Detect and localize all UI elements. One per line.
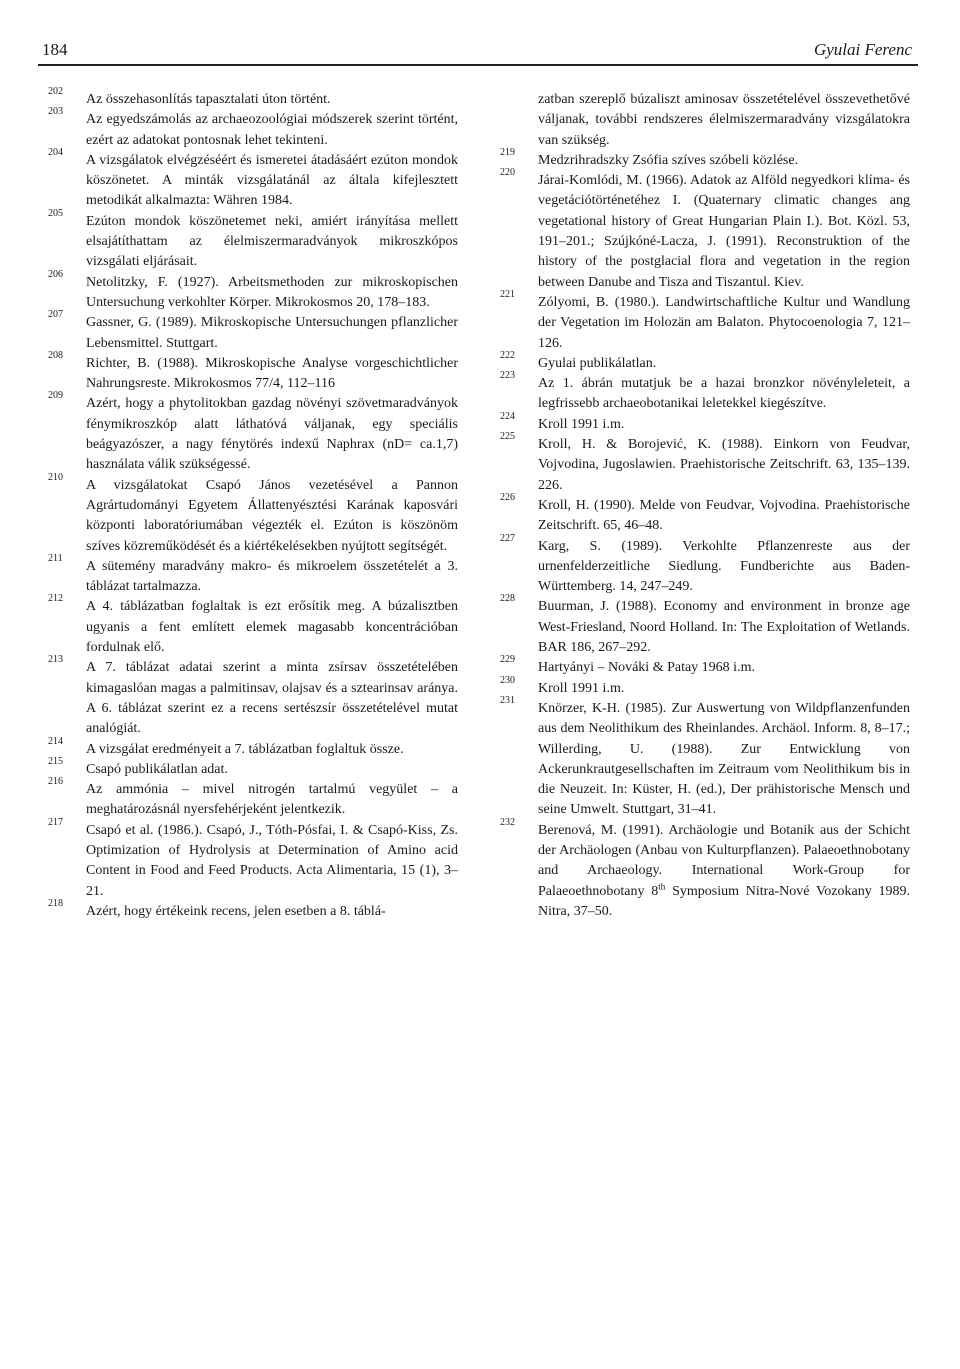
- footnote: [500, 491, 910, 537]
- footnote: [500, 370, 910, 415]
- footnote-text: A 7. táblázat adatai szerint a minta zsírsav összetételében kimagaslóan magas a palmitinsav, olajsav és a sztearinsav aránya. A 6. táblázat szerint ez a recens sertészsír összetételével mutat analógiát.: [86, 660, 458, 737]
- footnote-text: Hartyányi – Nováki & Patay 1968 i.m.: [538, 660, 755, 676]
- footnote-number: 214: [48, 735, 63, 747]
- footnote: [500, 674, 910, 699]
- footnote: [48, 471, 458, 557]
- footnote-text: Gyulai publikálatlan.: [538, 355, 657, 371]
- footnote-text: Symposium Nitra-Nové Vozokany 1989. Nitra, 37–50.: [538, 883, 910, 919]
- footnote-continuation: zatban szereplő búzaliszt aminosav összetételével összevethetővé váljanak, további rendszeres élelmiszermaradvány vizsgálatokra van szükség.: [538, 92, 910, 148]
- footnote-number: 210: [48, 471, 63, 483]
- footnote-text: Gassner, G. (1989). Mikroskopische Untersuchungen pflanzlicher Lebensmittel. Stuttgart.: [86, 315, 458, 351]
- footnote-number: 226: [500, 491, 515, 503]
- footnote: [48, 146, 458, 212]
- footnote: [500, 349, 910, 374]
- footnote-number: 224: [500, 410, 515, 422]
- footnote-text: Járai-Komlódi, M. (1966). Adatok az Alföld negyedkori klíma- és vegetációtörténetéhez I. (Quaternary climatic changes ang vegetational history of Great Hungarian Plain I.). Bot. Közl. 53, 191–201.; Szújkóné-Lacza, J. (1991). Reconstruktion of the history of the postglacial flora and vegetation in the region between Danube and Tisza and Tiszantul. Kiev.: [538, 173, 910, 290]
- footnote-number: 221: [500, 288, 515, 300]
- footnote: [48, 755, 458, 780]
- footnote-text: Azért, hogy értékeink recens, jelen esetben a 8. táblá-: [86, 903, 386, 919]
- footnote-number: 222: [500, 349, 515, 361]
- footnote-text: A vizsgálatok elvégzéséért és ismeretei átadásáért ezúton mondok köszönetet. A minták vizsgálatánál az általa kifejlesztett metodikát alkalmazta: Währen 1984.: [86, 152, 458, 209]
- footnote-text: Az egyedszámolás az archaeozoológiai módszerek szerint történt, ezért az adatokat pontosnak lehet tekinteni.: [86, 112, 458, 148]
- footnote-text: Zólyomi, B. (1980.). Landwirtschaftliche Kultur und Wandlung der Vegetation im Holozän am Balaton. Phytocoenologia 7, 121–126.: [538, 294, 910, 351]
- footnote-text: Az ammónia – mivel nitrogén tartalmú vegyület – a meghatározásnál nyersfehérjeként jelentkezik.: [86, 782, 458, 818]
- footnote-text: Richter, B. (1988). Mikroskopische Analyse vorgeschichtlicher Nahrungsreste. Mikrokosmos 77/4, 112–116: [86, 355, 458, 392]
- footnote: [48, 309, 458, 354]
- footnote: [500, 532, 910, 598]
- page-number: 184: [42, 40, 68, 59]
- superscript: th: [658, 880, 666, 891]
- footnote-number: 203: [48, 106, 63, 118]
- footnote-text: A vizsgálatokat Csapó János vezetésével a Pannon Agrártudományi Egyetem Állattenyésztési Karának kaposvári központi laboratóriumában végezték el. Ezúton is köszönöm szíves közreműködését és a kiértékelésekben nyújtott segítségét.: [86, 477, 458, 554]
- footnote: [48, 897, 458, 922]
- right-column: [500, 90, 910, 922]
- footnote-number: 205: [48, 207, 63, 219]
- footnote: [48, 593, 458, 658]
- footnote-text: Csapó et al. (1986.). Csapó, J., Tóth-Pósfai, I. & Csapó-Kiss, Zs. Optimization of Hydrolysis at Determination of Amino acid Content in Food and Feed Products. Acta Alimentaria, 15 (1), 3–21.: [86, 822, 458, 899]
- footnote: [500, 431, 910, 496]
- footnote: [48, 86, 458, 110]
- footnote-number: 206: [48, 268, 63, 280]
- footnote: [48, 552, 458, 598]
- footnote-number: 230: [500, 674, 515, 686]
- footnote-number: 227: [500, 532, 515, 544]
- footnote-text: Ezúton mondok köszönetemet neki, amiért irányítása mellett elsajátíthattam az élelmiszermaradványok mikroszkópos vizsgálati eljárásait.: [86, 213, 458, 270]
- footnote-text: Csapó publikálatlan adat.: [86, 761, 228, 777]
- footnote-text: A sütemény maradvány makro- és mikroelem összetételét a 3. táblázat tartalmazza.: [86, 558, 458, 595]
- footnote-number: 207: [48, 309, 63, 321]
- footnote: [500, 410, 910, 435]
- footnote: [500, 816, 910, 922]
- footnote: [48, 268, 458, 314]
- footnote: [48, 390, 458, 475]
- footnote-number: 202: [48, 86, 63, 97]
- footnote-number: 231: [500, 694, 515, 706]
- footnote-text: A vizsgálat eredményeit a 7. táblázatban foglaltuk össze.: [86, 741, 404, 757]
- footnote-number: 232: [500, 816, 515, 828]
- footnote-text: Kroll 1991 i.m.: [538, 680, 625, 696]
- footnote-number: 223: [500, 370, 515, 382]
- footnote: [500, 694, 910, 821]
- footnote-number: 204: [48, 146, 63, 158]
- left-column: [48, 86, 458, 922]
- footnote-number: 212: [48, 593, 63, 605]
- footnote-number: 225: [500, 431, 515, 443]
- footnote-text: Kroll 1991 i.m.: [538, 416, 625, 432]
- footnote-text: Karg, S. (1989). Verkohlte Pflanzenreste aus der urnenfelderzeitliche Siedlung. Fundberichte aus Baden-Württemberg. 14, 247–249.: [538, 538, 910, 595]
- footnote-number: 218: [48, 897, 63, 909]
- footnote-number: 215: [48, 755, 63, 767]
- footnote-number: 213: [48, 654, 63, 666]
- footnote-text: Netolitzky, F. (1927). Arbeitsmethoden zur mikroskopischen Untersuchung verkohlter Körper. Mikrokosmos 20, 178–183.: [86, 274, 458, 310]
- footnote-number: 220: [500, 167, 515, 179]
- footnote-number: 219: [500, 146, 515, 158]
- footnote-text: Kroll, H. & Borojević, K. (1988). Einkorn von Feudvar, Vojvodina, Jugoslawien. Praehistorische Zeitschrift. 63, 135–139. 226.: [538, 437, 910, 493]
- footnote-number: 216: [48, 776, 63, 788]
- footnote-text: A 4. táblázatban foglaltak is ezt erősítik meg. A búzalisztben ugyanis a fent említett elemek magasabb koncentrációban fordulnak elő.: [86, 599, 458, 656]
- footnote-number: 228: [500, 593, 515, 605]
- footnote: [48, 776, 458, 821]
- footnote-number: 217: [48, 816, 63, 828]
- footnote-number: 209: [48, 390, 63, 402]
- footnote-text: Az 1. ábrán mutatjuk be a hazai bronzkor növényleleteit, a legfrissebb archaeobotanikai leletekkel kiegészítve.: [538, 376, 910, 412]
- footnote-text: Buurman, J. (1988). Economy and environment in bronze age West-Friesland, Noord Holland. In: The Exploitation of Wetlands. BAR 186, 267–292.: [538, 599, 910, 656]
- footnote: [500, 288, 910, 354]
- footnote: [48, 349, 458, 395]
- footnote-text: Azért, hogy a phytolitokban gazdag növényi szövetmaradványok fénymikroszkóp alatt láthatóvá váljanak, egy speciális beágyazószer, a nagy fénytörés indexű Naphrax (nD= ca.1,7) használata válik szükségessé.: [86, 396, 458, 473]
- footnote-text: Knörzer, K-H. (1985). Zur Auswertung von Wildpflanzenfunden aus dem Neolithikum des Rheinlandes. Archäol. Inform. 8, 8–17.; Willerding, U. (1988). Zur Entwicklung von Ackerunkrautgesellschaften im Zeitraum vom Neolithikum bis in die Neuzeit. In: Küster, H. (ed.), Der prähistorische Mensch und seine Umwelt. Stuttgart, 31–41.: [538, 700, 910, 818]
- page-header: [38, 28, 918, 66]
- footnote: [500, 593, 910, 658]
- footnote: [500, 654, 910, 678]
- footnote-text: Az összehasonlítás tapasztalati úton történt.: [86, 92, 331, 107]
- footnote: [500, 167, 910, 293]
- footnote-text: Kroll, H. (1990). Melde von Feudvar, Vojvodina. Praehistorische Zeitschrift. 65, 46–48.: [538, 497, 910, 534]
- footnote: [500, 146, 910, 171]
- footnote: [48, 816, 458, 902]
- footnote: [48, 654, 458, 739]
- running-title: Gyulai Ferenc: [813, 40, 912, 59]
- footnote: [48, 735, 458, 760]
- footnote-number: 208: [48, 349, 63, 361]
- footnote: [48, 207, 458, 273]
- footnote-number: 229: [500, 654, 515, 666]
- footnote-text: Berenová, M. (1991). Archäologie und Botanik aus der Schicht der Archäologen (Anbau von Kulturpflanzen). Palaeoethnobotany and Archaeology. International Work-Group for Palaeoethnobotany 8: [538, 822, 910, 899]
- footnote-number: 211: [48, 552, 63, 564]
- footnote-text: Medzrihradszky Zsófia szíves szóbeli közlése.: [538, 152, 799, 168]
- footnote: [48, 106, 458, 151]
